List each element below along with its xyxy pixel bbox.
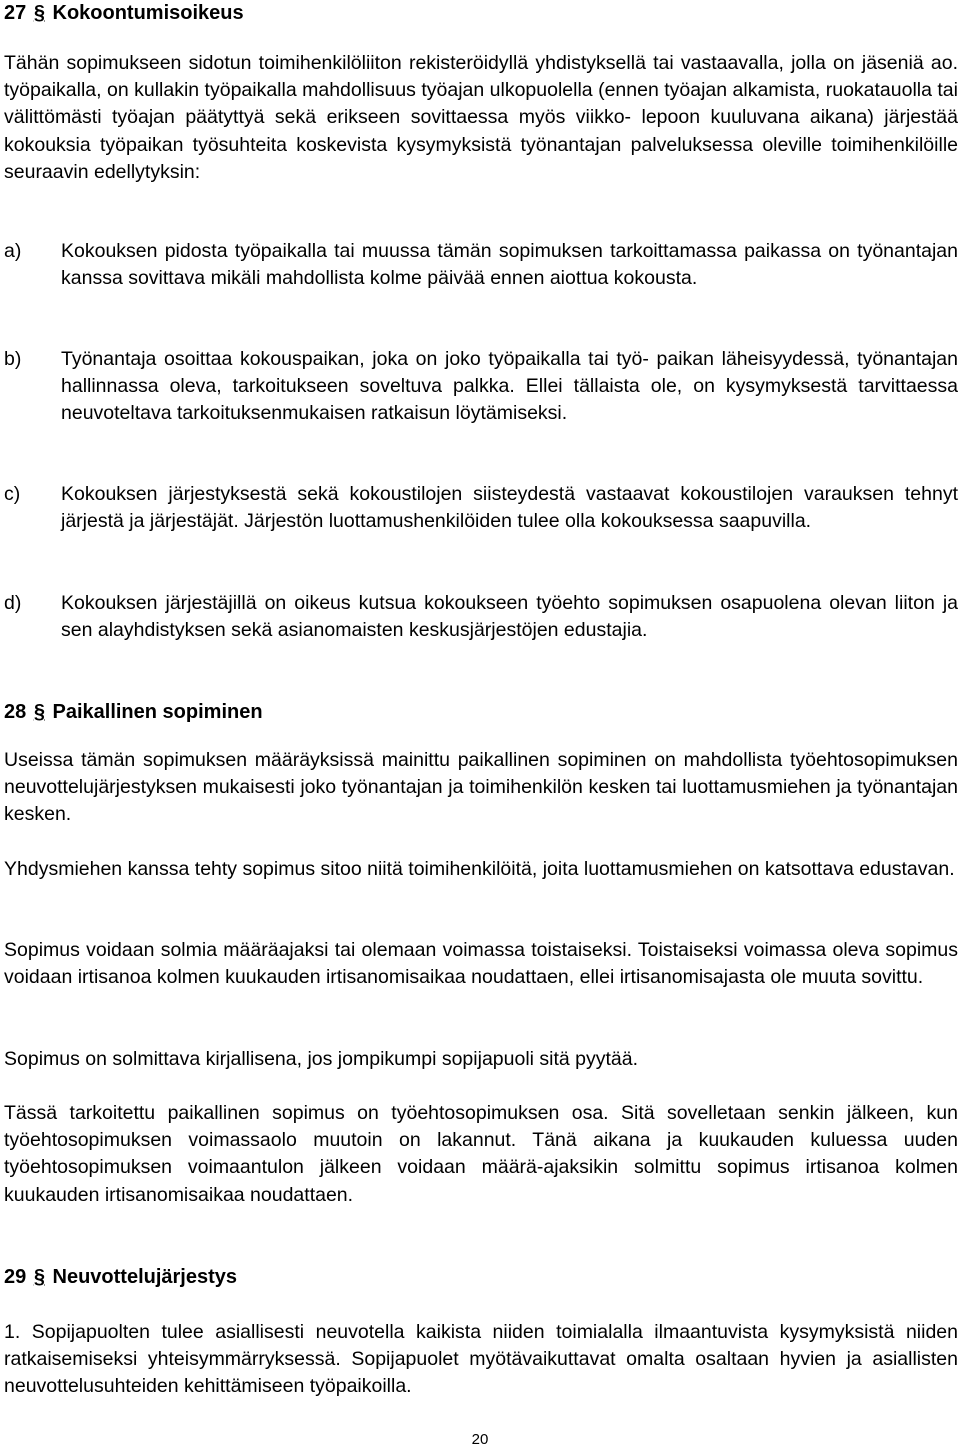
section-symbol: § <box>33 701 45 723</box>
section-29-paragraph-1: 1. Sopijapuolten tulee asiallisesti neuvotella kaikista niiden toimialalla ilmaantuvista kysymyksistä niiden ratkaisemiseksi yhteisymmärryksessä. Sopijapuolet myötävaikuttavat omalta osaltaan hyvien ja asiallisten neuvottelusuhteiden kehittämiseen työpaikoilla. <box>4 1321 958 1398</box>
section-28-paragraph-4: Sopimus on solmittava kirjallisena, jos jompikumpi sopijapuoli sitä pyytää. <box>4 1048 639 1070</box>
list-item-text: Kokouksen järjestäjillä on oikeus kutsua kokoukseen työehto sopimuksen osapuolena olevan liiton ja sen alayhdistyksen sekä asianomaisten keskusjärjestöjen edustajia. <box>61 592 958 642</box>
section-title: Kokoontumisoikeus <box>52 2 244 24</box>
list-item-label: b) <box>4 348 22 370</box>
list-item-text: Kokouksen pidosta työpaikalla tai muussa tämän sopimuksen tarkoittamassa paikassa on työnantajan kanssa sovittava mikäli mahdollista kolme päivää ennen aiottua kokousta. <box>61 240 958 290</box>
section-number: 28 <box>4 701 27 723</box>
section-28-heading <box>4 699 263 726</box>
section-27-intro: Tähän sopimukseen sidotun toimihenkilöliiton rekisteröidyllä yhdistyksellä tai vastaavalla, jolla on jäseniä ao. työpaikalla, on kullakin työpaikalla mahdollisuus työajan ulkopuolella (ennen työajan alkamista, ruokatauolla tai välittömästi työajan päätyttyä sekä erikseen sovittaessa myös viikko- lepoon kuuluvana aikana) järjestää kokouksia työpaikan työsuhteita koskevista kysymyksistä työnantajan palveluksessa oleville toimihenkilöille seuraavin edellytyksin: <box>4 52 958 183</box>
section-29-heading <box>4 1264 237 1291</box>
section-27-heading <box>4 0 244 27</box>
section-title: Paikallinen sopiminen <box>52 701 263 723</box>
section-symbol: § <box>33 2 45 24</box>
list-item-text: Työnantaja osoittaa kokouspaikan, joka on joko työpaikalla tai työ- paikan läheisyydessä, työnantajan hallinnassa oleva, tarkoitukseen soveltuva palkka. Ellei tällaista ole, on kysymyksestä tarvittaessa neuvoteltava tarkoituksenmukaisen ratkaisun löytämiseksi. <box>61 348 958 425</box>
section-28-paragraph-1: Useissa tämän sopimuksen määräyksissä mainittu paikallinen sopiminen on mahdollista työehtosopimuksen neuvottelujärjestyksen mukaisesti joko työnantajan ja toimihenkilön kesken tai luottamusmiehen ja työnantajan kesken. <box>4 749 958 826</box>
list-item-a <box>4 238 958 292</box>
section-28-paragraph-3: Sopimus voidaan solmia määräajaksi tai olemaan voimassa toistaiseksi. Toistaiseksi voimassa oleva sopimus voidaan irtisanoa kolmen kuukauden irtisanomisaikaa noudattaen, ellei irtisanomisajasta ole muuta sovittu. <box>4 939 958 989</box>
section-number: 27 <box>4 2 27 24</box>
list-item-b <box>4 346 958 428</box>
list-item-c <box>4 481 958 535</box>
list-item-text: Kokouksen järjestyksestä sekä kokoustilojen siisteydestä vastaavat kokoustilojen varauksen tehnyt järjestä ja järjestäjät. Järjestön luottamushenkilöiden tulee olla kokouksessa saapuvilla. <box>61 483 958 533</box>
page-number: 20 <box>471 1431 489 1448</box>
list-item-d <box>4 590 958 644</box>
list-item-label: c) <box>4 483 21 505</box>
section-symbol: § <box>33 1266 45 1288</box>
section-number: 29 <box>4 1266 27 1288</box>
section-title: Neuvottelujärjestys <box>52 1266 238 1288</box>
section-28-paragraph-5: Tässä tarkoitettu paikallinen sopimus on työehtosopimuksen osa. Sitä sovelletaan senkin jälkeen, kun työehtosopimuksen voimassaolo muutoin on lakannut. Tänä aikana ja kuukauden kuluessa uuden työehtosopimuksen voimaantulon jälkeen voidaan määrä-ajaksikin solmittu sopimus irtisanoa kolmen kuukauden irtisanomisaikaa noudattaen. <box>4 1102 958 1206</box>
list-item-label: d) <box>4 592 22 614</box>
section-28-paragraph-2: Yhdysmiehen kanssa tehty sopimus sitoo niitä toimihenkilöitä, joita luottamusmiehen on katsottava edustavan. <box>4 858 955 880</box>
list-item-label: a) <box>4 240 22 262</box>
